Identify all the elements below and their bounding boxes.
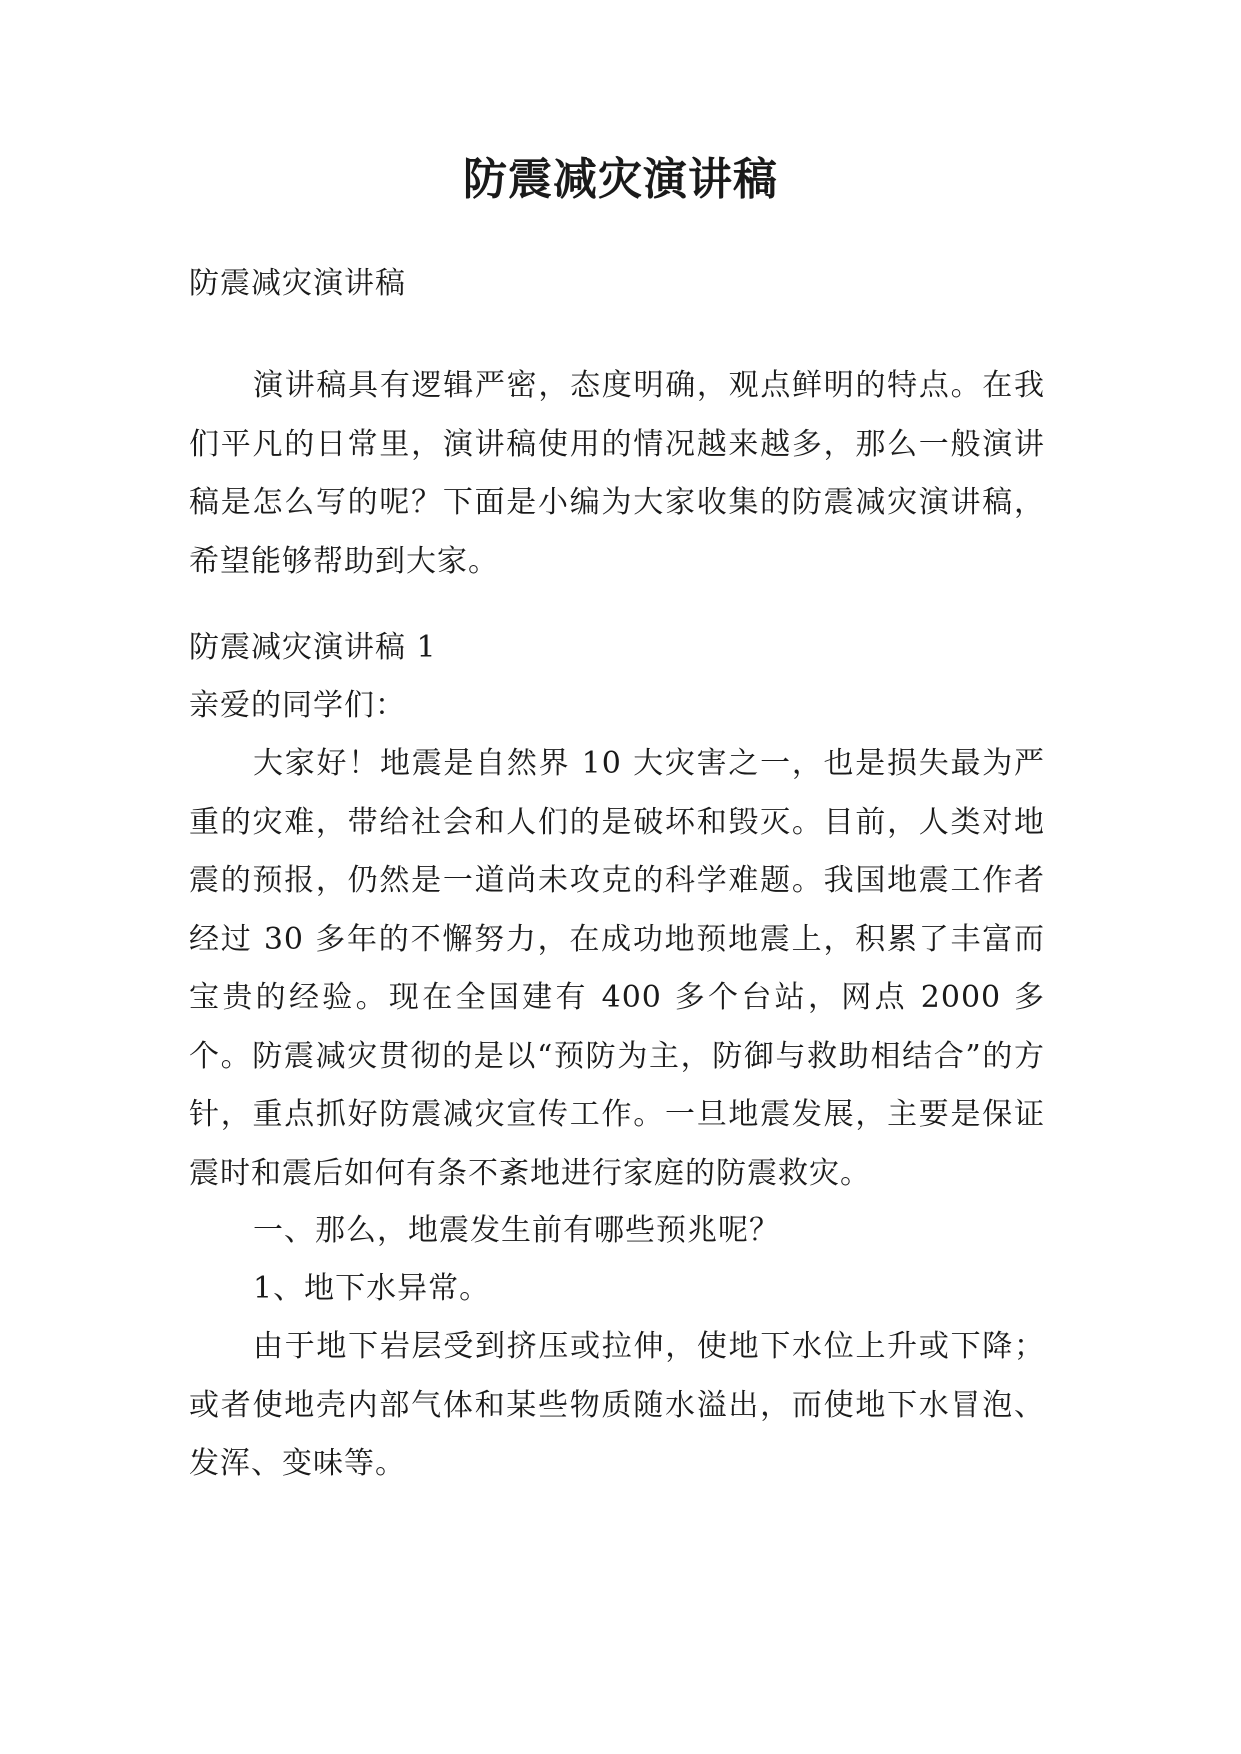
greeting: 亲爱的同学们： [189, 688, 406, 723]
paragraph-1: 大家好！地震是自然界 10 大灾害之一，也是损失最为严重的灾难，带给社会和人们的是破坏和毁灭。目前，人类对地震的预报，仍然是一道尚未攻克的科学难题。我国地震工作者经过 30 多年的不懈努力，在成功地预地震上，积累了丰富而宝贵的经验。现在全国建有 400 多个台站，网点 2000 多个。防震减灾贯彻的是以“预防为主，防御与救助相结合”的方针，重点抓好防震减灾宣传工作。一旦地震发展，主要是保证震时和震后如何有条不紊地进行家庭的防震救灾。 [189, 746, 1045, 1191]
document-title: 防震减灾演讲稿 [463, 154, 778, 205]
intro-paragraph: 演讲稿具有逻辑严密，态度明确，观点鲜明的特点。在我们平凡的日常里，演讲稿使用的情况越来越多，那么一般演讲稿是怎么写的呢？下面是小编为大家收集的防震减灾演讲稿，希望能够帮助到大家。 [189, 368, 1045, 579]
list-item-1: 1、地下水异常。 [253, 1271, 491, 1306]
section-heading: 防震减灾演讲稿 1 [189, 630, 437, 665]
list-item-1-text: 由于地下岩层受到挤压或拉伸，使地下水位上升或下降；或者使地壳内部气体和某些物质随水溢出，而使地下水冒泡、发浑、变味等。 [189, 1329, 1045, 1481]
question-heading: 一、那么，地震发生前有哪些预兆呢？ [253, 1213, 780, 1248]
document-subtitle: 防震减灾演讲稿 [189, 266, 406, 301]
